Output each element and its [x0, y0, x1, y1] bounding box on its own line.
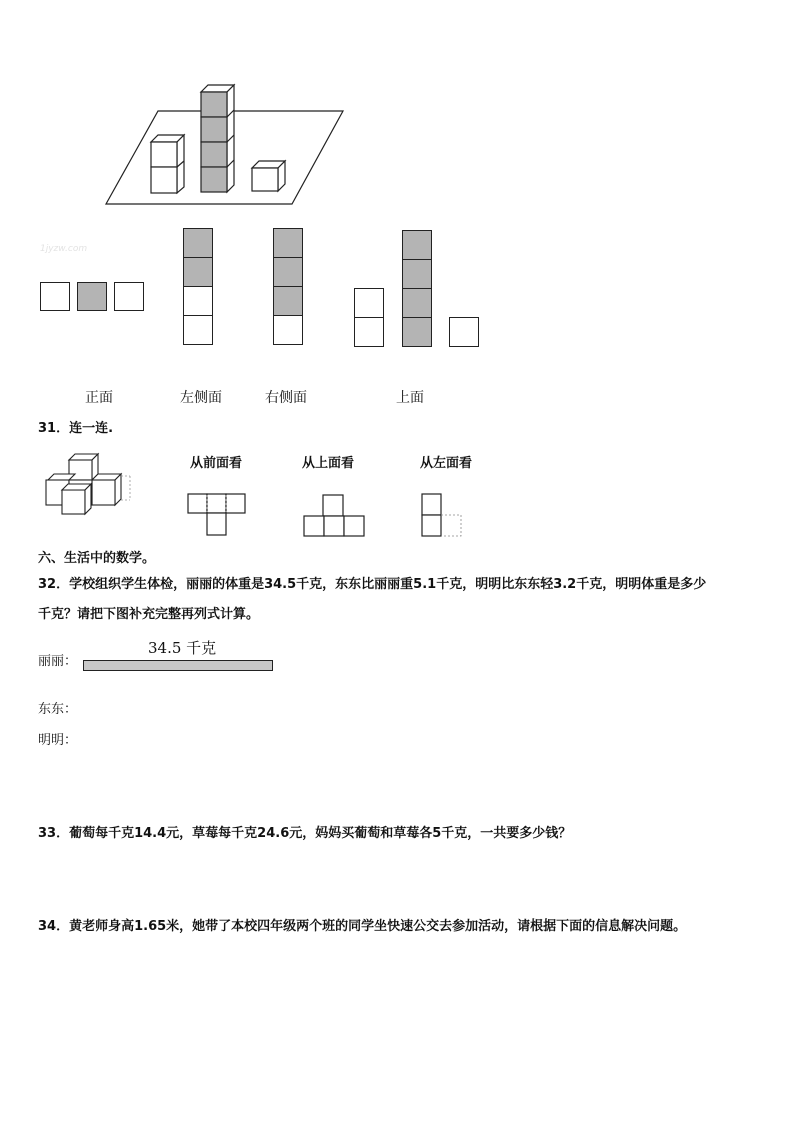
section6-title: 六、生活中的数学。: [38, 551, 156, 566]
q31-left-view: [420, 492, 466, 538]
q32-bar-label: 34.5 千克: [148, 639, 217, 657]
square: [183, 286, 213, 316]
square: [273, 315, 303, 345]
q31-label-left: 从左面看: [420, 456, 473, 471]
square: [449, 317, 479, 347]
square: [183, 315, 213, 345]
watermark: 1jyzw.com: [40, 244, 88, 254]
square: [402, 288, 432, 318]
label-top: 上面: [396, 390, 424, 406]
q32-line2: 千克？请把下图补充完整再列式计算。: [38, 607, 260, 622]
q32-row-dongdong: 东东：: [38, 702, 78, 717]
tall-cube-stack: [201, 85, 234, 192]
cube-arrangement-figure: [100, 80, 360, 210]
lili-weight-bar: [83, 660, 273, 671]
q31-label-front: 从前面看: [190, 456, 243, 471]
q31-front-view: [186, 490, 250, 538]
q32-row-mingming: 明明：: [38, 733, 78, 748]
square: [354, 317, 384, 347]
q33-text: 33．葡萄每千克14.4元，草莓每千克24.6元，妈妈买葡萄和草莓各5千克，一共要多少钱？: [38, 826, 572, 841]
q34-text: 34．黄老师身高1.65米，她带了本校四年级两个班的同学坐快速公交去参加活动，请根据下面的信息解决问题。: [38, 919, 687, 934]
square: [402, 317, 432, 347]
square: [273, 286, 303, 316]
square: [77, 282, 107, 311]
square: [273, 228, 303, 258]
square: [273, 257, 303, 287]
square: [402, 259, 432, 289]
left-cube-stack: [151, 135, 184, 193]
label-right-side: 右侧面: [265, 390, 307, 406]
square: [402, 230, 432, 260]
square: [183, 257, 213, 287]
label-left-side: 左侧面: [180, 390, 222, 406]
q31-title: 31．连一连.: [38, 421, 114, 436]
q31-top-view: [302, 492, 368, 538]
q31-cube-figure: [42, 448, 134, 520]
q31-label-top: 从上面看: [302, 456, 355, 471]
square: [183, 228, 213, 258]
square: [354, 288, 384, 318]
single-cube: [252, 161, 285, 191]
square: [40, 282, 70, 311]
q32-row-lili: 丽丽：: [38, 654, 78, 669]
square: [114, 282, 144, 311]
label-front: 正面: [85, 390, 113, 406]
q32-line1: 32．学校组织学生体检，丽丽的体重是34.5千克，东东比丽丽重5.1千克，明明比东东轻3.2千克，明明体重是多少: [38, 577, 707, 592]
